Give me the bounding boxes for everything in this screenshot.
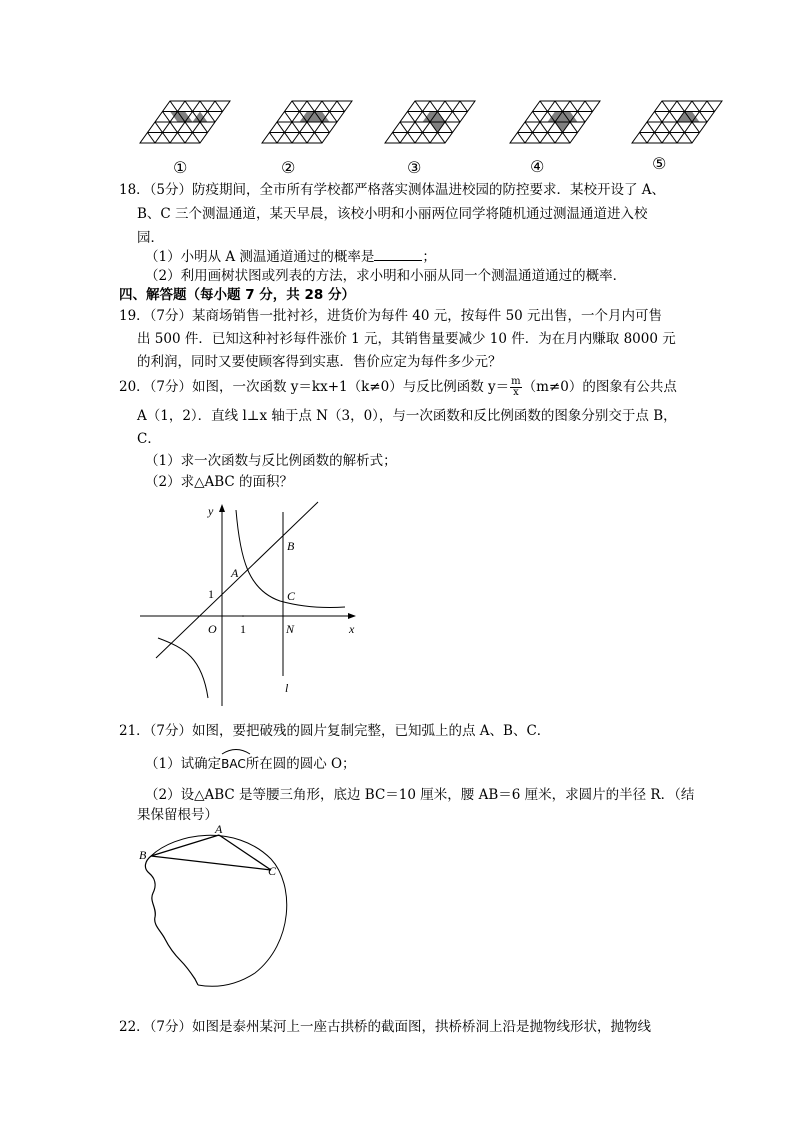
rhombus-figure-5 [632, 101, 722, 143]
tick-x-1 [242, 615, 244, 617]
label-y: y [208, 504, 214, 518]
fraction-m-over-x [510, 377, 521, 398]
arc-notation [221, 754, 246, 774]
label-1-y: 1 [208, 587, 214, 601]
section-4-heading: 四、解答题（每小题 7 分，共 28 分） [119, 287, 355, 303]
figure-label-3: ③ [407, 158, 422, 177]
q19-line-1: 19．（7分）某商场销售一批衬衫，进货价为每件 40 元，按每件 50 元出售，一个月内可售 [119, 308, 663, 324]
fraction-numerator: m [511, 376, 521, 387]
q18-line-1: 18．（5分）防疫期间，全市所有学校都严格落实测体温进校园的防控要求．某校开设了 A、 [119, 182, 666, 198]
q20-line-1-text: 20．（7分）如图，一次函数 y＝kx+1（k≠0）与反比例函数 y＝ [119, 379, 510, 395]
label-A: A [215, 823, 223, 836]
figure-label-4: ④ [530, 157, 545, 176]
q21-sub-2-line-1: （2）设△ABC 是等腰三角形，底边 BC＝10 厘米，腰 AB＝6 厘米，求圆片的半径 R．（结 [145, 787, 695, 803]
q20-line-1 [119, 377, 677, 398]
q21-line-1: 21．（7分）如图，要把破残的圆片复制完整，已知弧上的点 A、B、C． [119, 723, 551, 739]
q18-sub-1-end: ； [422, 249, 436, 265]
label-O: O [208, 622, 217, 636]
label-N: N [286, 622, 295, 636]
q20-line-2: A（1，2）．直线 l⊥x 轴于点 N（3，0），与一次函数和反比例函数的图象分别交于点 B， [137, 408, 677, 424]
rhombus-figure-4 [510, 101, 600, 143]
x-axis-arrow [348, 613, 356, 619]
rhombus-figures [0, 0, 794, 180]
broken-edge [145, 856, 198, 985]
q18-sub-2: （2）利用画树状图或列表的方法，求小明和小丽从同一个测温通道通过的概率． [145, 268, 627, 284]
q18-sub-1 [145, 246, 436, 267]
q19-line-3: 的利润，同时又要使顾客得到实惠．售价应定为每件多少元？ [137, 354, 502, 370]
q20-sub-1: （1）求一次函数与反比例函数的解析式； [145, 453, 397, 469]
q21-sub-1-text: （1）试确定 [145, 756, 222, 772]
label-C: C [287, 589, 296, 603]
figure-label-2: ② [281, 158, 296, 177]
q18-sub-1-text: （1）小明从 A 测温通道通过的概率是 [145, 249, 375, 265]
label-B: B [139, 848, 147, 862]
figure-label-5: ⑤ [652, 154, 667, 173]
arc-letters: BAC [221, 757, 246, 771]
q20-sub-2: （2）求△ABC 的面积？ [145, 474, 294, 490]
answer-blank [374, 246, 422, 261]
rhombus-figure-3 [385, 101, 475, 143]
label-l: l [285, 681, 289, 695]
label-A: A [231, 566, 239, 580]
y-axis-arrow [219, 504, 225, 512]
q19-line-2: 出 500 件．已知这种衬衫每件涨价 1 元，其销售量要减少 10 件．为在月内赚取 8000 元 [137, 331, 676, 347]
q20-line-1-end: （m≠0）的图象有公共点 [522, 379, 677, 395]
arc-symbol [221, 747, 251, 755]
q21-sub-1 [145, 754, 356, 774]
label-x: x [349, 622, 355, 636]
rhombus-figure-2 [262, 101, 352, 143]
q21-broken-disc-figure [135, 823, 295, 993]
q22-line-1: 22．（7分）如图是泰州某河上一座古拱桥的截面图，拱桥桥洞上沿是抛物线形状，抛物线 [119, 1019, 652, 1035]
fraction-denominator: x [513, 387, 519, 398]
q21-sub-1-end: 所在圆的圆心 O； [245, 756, 356, 772]
hyperbola-branch-2 [158, 638, 208, 698]
q18-line-3: 园． [137, 230, 164, 246]
q21-sub-2-line-2: 果保留根号） [137, 807, 218, 823]
rhombus-figure-1 [140, 101, 230, 143]
label-B: B [287, 539, 295, 553]
q20-line-3: C． [137, 431, 161, 447]
label-1-x: 1 [240, 622, 246, 636]
figure-label-1: ① [173, 158, 188, 177]
label-C: C [268, 864, 277, 878]
q20-function-graph [130, 498, 370, 713]
q18-line-2: B、C 三个测温通道，某天早晨，该校小明和小丽两位同学将随机通过测温通道进入校 [137, 206, 648, 222]
